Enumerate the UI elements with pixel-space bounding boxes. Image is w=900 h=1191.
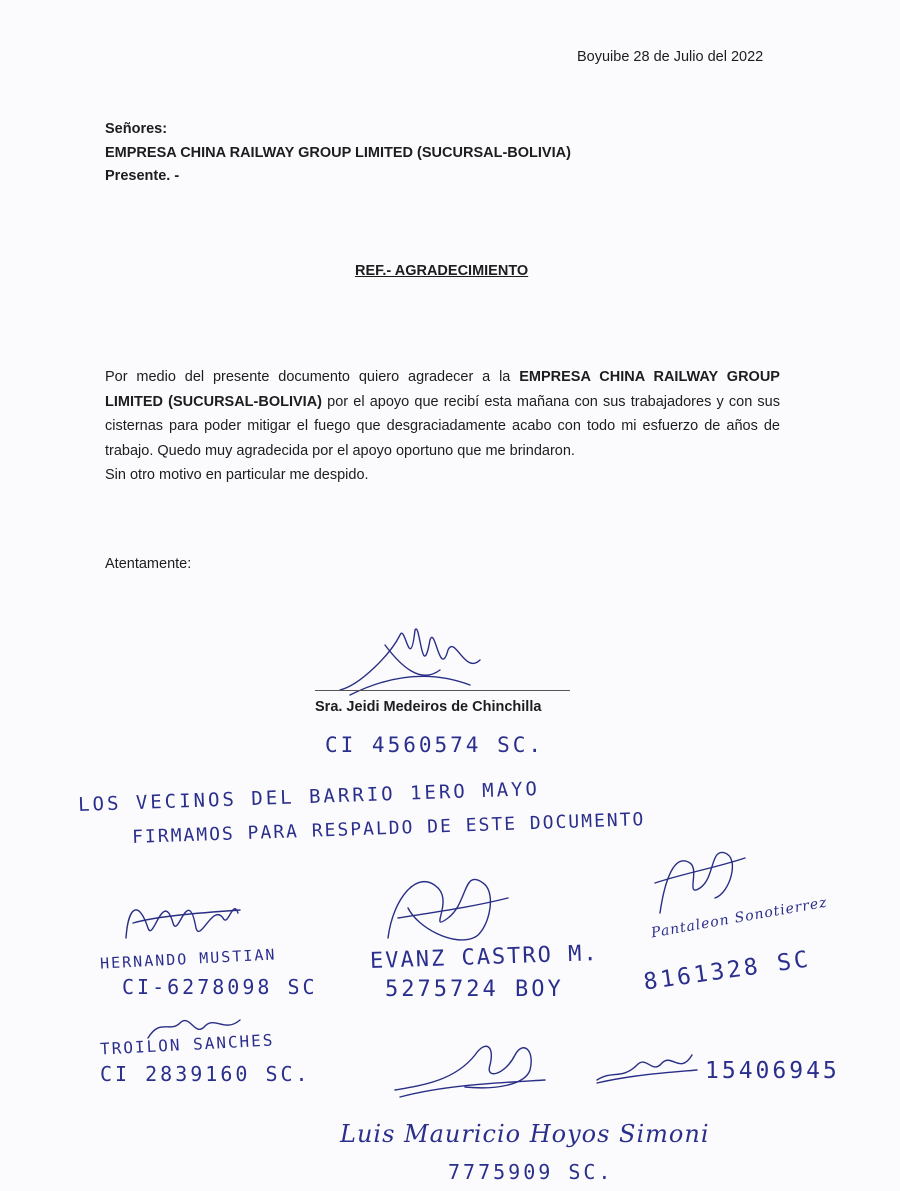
neighbors-statement-1: LOS VECINOS DEL BARRIO 1ERO MAYO bbox=[77, 777, 541, 817]
place-date: Boyuibe 28 de Julio del 2022 bbox=[577, 49, 764, 65]
recipient: EMPRESA CHINA RAILWAY GROUP LIMITED (SUCURSAL-BOLIVIA) bbox=[105, 145, 571, 161]
signer-name: Sra. Jeidi Medeiros de Chinchilla bbox=[315, 699, 542, 715]
signature-2 bbox=[378, 858, 518, 958]
signer-1-ci: CI-6278098 SC bbox=[122, 975, 318, 999]
regards: Atentamente: bbox=[105, 556, 192, 572]
signature-5 bbox=[385, 1025, 555, 1105]
main-signature bbox=[330, 615, 490, 710]
signature-6 bbox=[592, 1045, 702, 1090]
salutation: Señores: bbox=[105, 121, 168, 137]
neighbors-statement-2: FIRMAMOS PARA RESPALDO DE ESTE DOCUMENTO bbox=[131, 809, 646, 848]
body-paragraph bbox=[105, 365, 780, 463]
presente-line: Presente. - bbox=[105, 168, 180, 184]
signer-1-name: HERNANDO MUSTIAN bbox=[99, 945, 277, 973]
signer-ci: CI 4560574 SC. bbox=[325, 733, 545, 757]
signer-3-ci: 8161328 SC bbox=[642, 946, 813, 996]
signer-5-ci: 15406945 bbox=[705, 1058, 840, 1084]
signer-6-name: Luis Mauricio Hoyos Simoni bbox=[340, 1120, 710, 1148]
signer-4-name: TROILON SANCHES bbox=[99, 1030, 275, 1059]
body-closing: Sin otro motivo en particular me despido. bbox=[105, 467, 369, 483]
signature-line bbox=[315, 690, 570, 691]
signer-3-name: Pantaleon Sonotierrez bbox=[649, 894, 829, 942]
reference-line: REF.- AGRADECIMIENTO bbox=[355, 263, 529, 279]
body-company: EMPRESA CHINA RAILWAY GROUP LIMITED (SUCURSAL-BOLIVIA) bbox=[105, 369, 780, 410]
signature-1 bbox=[118, 878, 248, 958]
signer-2-ci: 5275724 BOY bbox=[385, 977, 564, 1002]
signer-2-name: EVANZ CASTRO M. bbox=[369, 941, 600, 974]
body-rest: por el apoyo que recibí esta mañana con sus trabajadores y con sus cisternas para poder mitigar el fuego que desgraciadamente acabo con todo mi esfuerzo de años de trabajo. Quedo muy agradecida por el apoyo oportuno que me brindaron. bbox=[105, 393, 780, 459]
letter-body bbox=[105, 365, 780, 488]
signer-6-ci: 7775909 SC. bbox=[448, 1160, 614, 1184]
signer-4-ci: CI 2839160 SC. bbox=[100, 1062, 311, 1086]
body-intro: Por medio del presente documento quiero agradecer a la bbox=[105, 369, 520, 385]
